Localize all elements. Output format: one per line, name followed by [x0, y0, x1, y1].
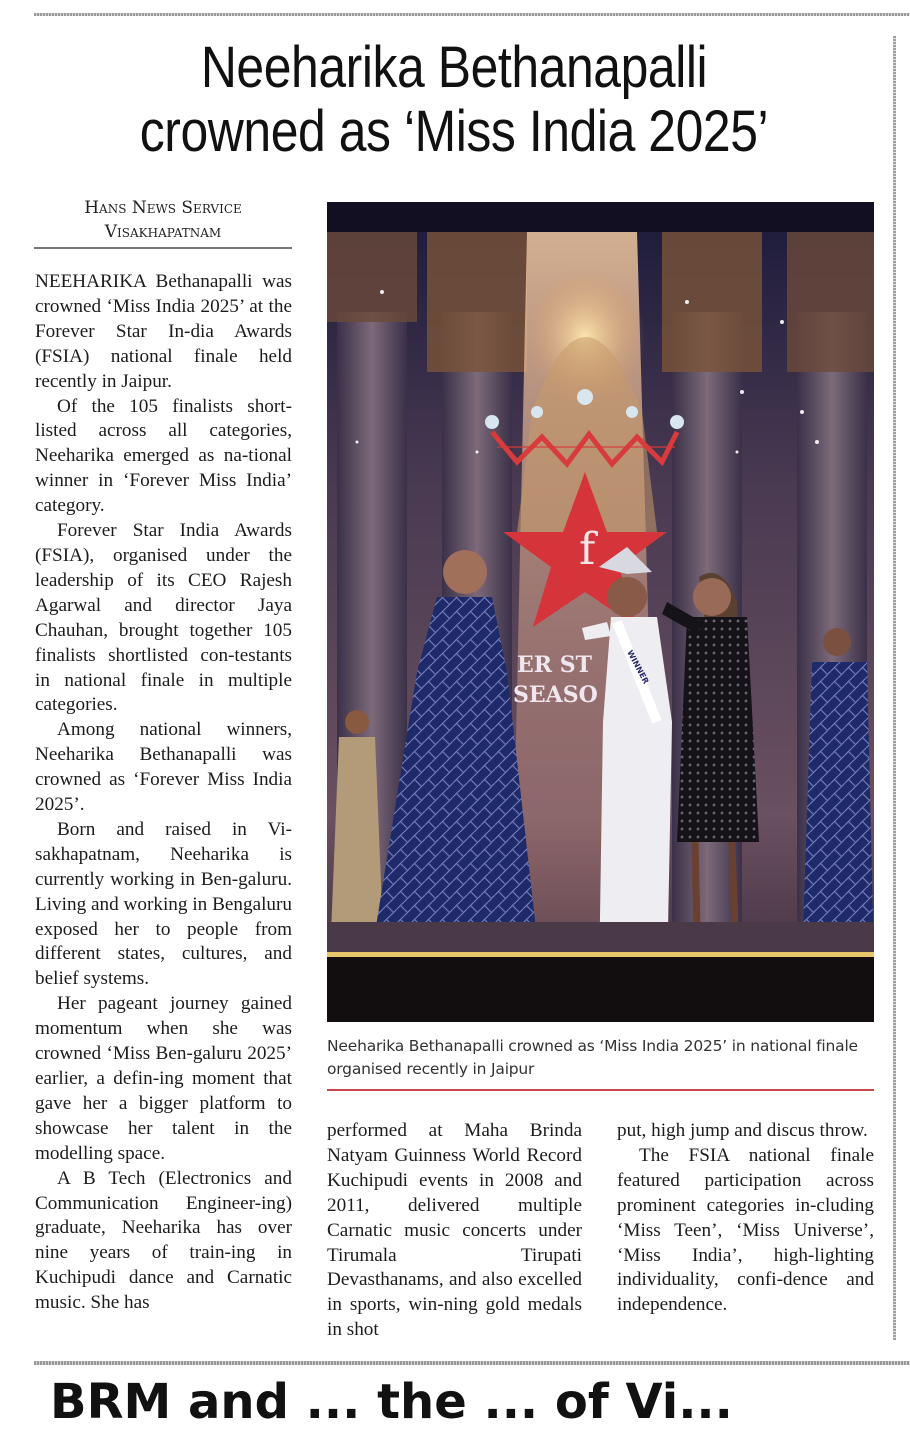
byline-agency: Hans News Service	[84, 198, 242, 218]
paragraph: put, high jump and discus throw.	[617, 1120, 868, 1141]
headline-line-2: crowned as ‘Miss India 2025’	[139, 99, 769, 164]
curtain-top	[327, 202, 874, 232]
stage-edge-light	[327, 952, 874, 957]
article-headline	[81, 36, 827, 164]
headline-line-1: Neeharika Bethanapalli	[200, 35, 708, 100]
paragraph: Her pageant journey gained momentum when she was crowned ‘Miss Ben-galuru 2025’ earlier, a defin-ing moment that gave her a bigger platform to showcase her talent in the modelling space.	[35, 993, 292, 1164]
stage-text-line-2: SEASO	[513, 682, 598, 708]
stage-text-line-1: ER ST	[517, 652, 592, 678]
paragraph: NEEHARIKA Bethanapalli was crowned ‘Miss India 2025’ at the Forever Star In-dia Awards (FSIA) national finale held recently in Jaipur.	[35, 271, 292, 392]
next-article-headline-cropped	[50, 1374, 910, 1430]
paragraph: The FSIA national finale featured participation across prominent categories in-cluding ‘Miss Teen’, ‘Miss Universe’, ‘Miss India’, high-lighting individuality, confi-dence and independence.	[617, 1144, 874, 1316]
article-photo	[327, 202, 874, 1022]
byline-divider	[34, 247, 292, 249]
column-dotted-rule	[893, 36, 896, 1340]
paragraph: Among national winners, Neeharika Bethanapalli was crowned as ‘Forever Miss India 2025’.	[35, 719, 292, 816]
article-column-1	[35, 270, 292, 1316]
sash-text: WINNER	[625, 648, 651, 686]
logo-letter: f	[579, 524, 596, 575]
stage-floor	[327, 922, 874, 952]
paragraph: Of the 105 finalists short-listed across all categories, Neeharika emerged as na-tional winner in ‘Forever Miss India’ category.	[35, 395, 292, 517]
byline	[34, 196, 292, 244]
article-column-2	[327, 1119, 582, 1343]
top-dotted-rule	[34, 13, 910, 16]
paragraph: A B Tech (Electronics and Communication Engineer-ing) graduate, Neeharika has over nine years of train-ing in Kuchipudi dance and Carnatic music. She has	[35, 1167, 292, 1314]
contestant-right-background	[802, 628, 874, 962]
photo-caption: Neeharika Bethanapalli crowned as ‘Miss India 2025’ in national finale organised recently in Jaipur	[327, 1037, 858, 1078]
stage-front	[327, 957, 874, 1022]
article-column-3	[617, 1119, 874, 1318]
paragraph: Born and raised in Vi-sakhapatnam, Neeharika is currently working in Ben-galuru. Living and working in Bengaluru exposed her to people from different states, cultures, and belief systems.	[35, 818, 292, 990]
byline-place: Visakhapatnam	[104, 222, 222, 242]
paragraph: Forever Star India Awards (FSIA), organised under the leadership of its CEO Rajesh Agarwal and director Jaya Chauhan, brought together 105 finalists shortlisted con-testants in national finale in multiple categories.	[35, 520, 292, 716]
caption-divider	[327, 1089, 874, 1091]
paragraph: performed at Maha Brinda Natyam Guinness World Record Kuchipudi events in 2008 and 2011, delivered multiple Carnatic music concerts under Tirumala Tirupati Devasthanams, and also excelled in sports, win-ning gold medals in shot	[327, 1120, 582, 1341]
bottom-dotted-rule	[34, 1361, 910, 1365]
next-article-headline: BRM and ... the ... of Vi...	[50, 1374, 733, 1430]
